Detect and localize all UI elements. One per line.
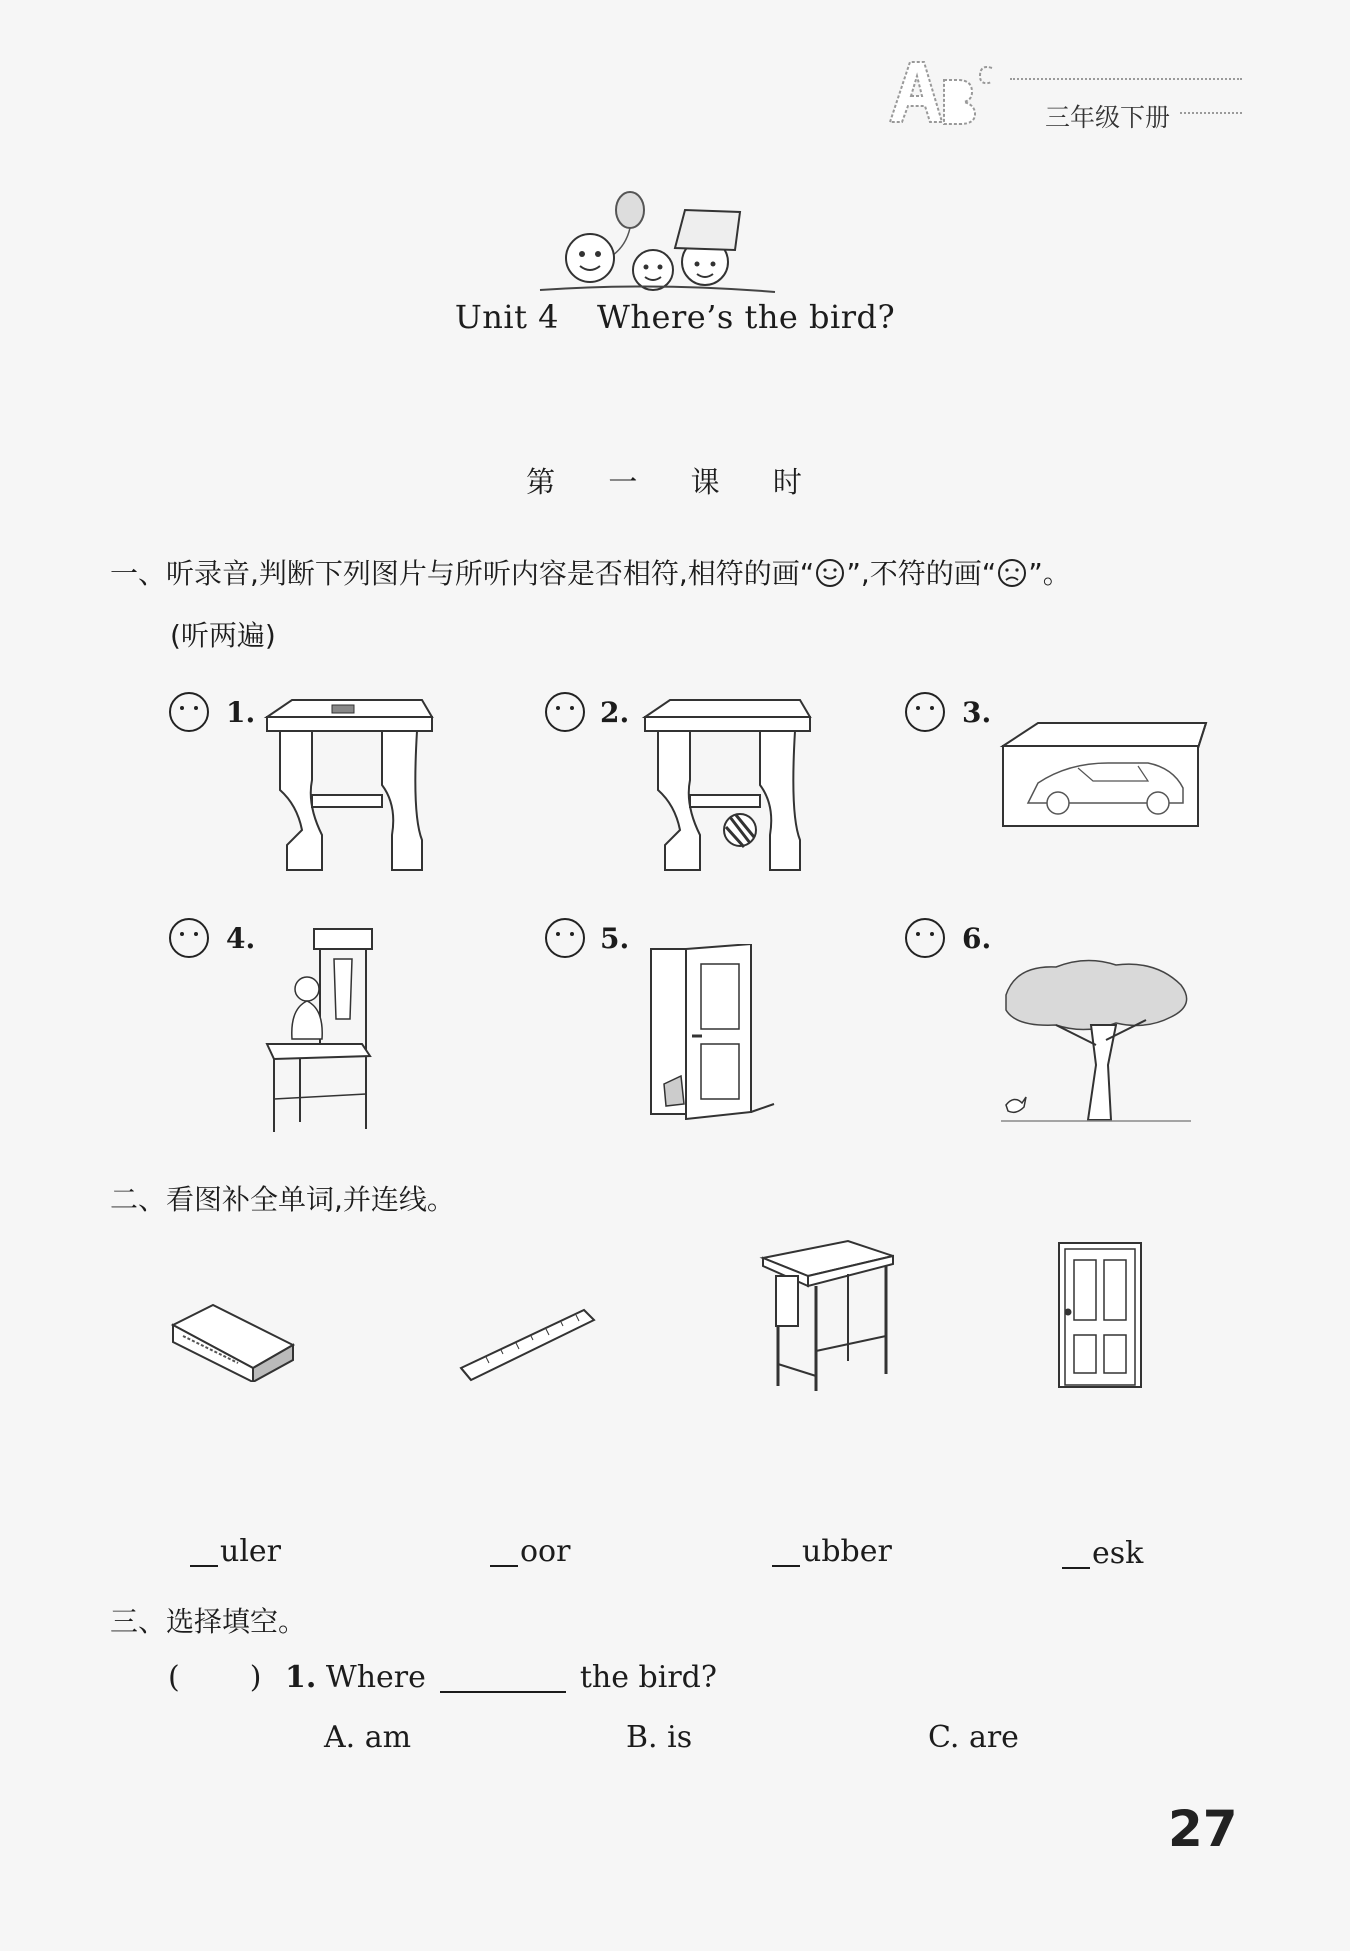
unit-name: Where’s the bird? [597,298,896,336]
option-b[interactable]: B. is [626,1720,693,1755]
desk-picture [758,1236,894,1394]
unit-number: Unit 4 [454,298,560,336]
question-text-after: the bird? [579,1660,717,1695]
eraser-picture [168,1300,298,1382]
unit-title [0,298,1350,336]
instruction-text: ”。 [1028,557,1071,590]
instruction-text: 一、听录音,判断下列图片与所听内容是否相符,相符的画“ [110,557,815,590]
bird-under-tree-picture [996,955,1196,1127]
car-in-box-picture [998,718,1208,838]
answer-face-icon[interactable] [903,690,947,734]
ruler-picture [456,1308,596,1388]
page-number: 27 [1168,1800,1238,1858]
answer-blank[interactable] [440,1689,566,1693]
abc-logo-icon [880,50,1010,130]
section-1-instruction [110,552,1071,592]
item-number: 2. [600,696,630,729]
answer-face-icon[interactable] [903,916,947,960]
word-blank-uler[interactable]: uler [190,1534,281,1569]
sad-face-icon [996,557,1028,589]
item-number: 1. [226,696,256,729]
item-number: 3. [962,696,992,729]
door-picture [646,944,776,1120]
door-picture [1056,1240,1144,1390]
smiley-face-icon [814,557,846,589]
answer-paren-close[interactable]: ) [249,1660,262,1695]
option-c[interactable]: C. are [928,1720,1019,1755]
word-blank-esk[interactable]: esk [1062,1536,1143,1571]
instruction-text: ”,不符的画“ [846,557,997,590]
desk-pencil-case-picture [262,695,434,875]
item-number: 4. [226,922,256,955]
word-blank-ubber[interactable]: ubber [772,1534,892,1569]
lesson-heading: 第 一 课 时 [526,465,824,499]
answer-face-icon[interactable] [543,690,587,734]
answer-paren-open[interactable]: ( [168,1660,180,1695]
answer-face-icon[interactable] [543,916,587,960]
word-blank-oor[interactable]: oor [490,1534,570,1569]
item-number: 6. [962,922,992,955]
item-number: 5. [600,922,630,955]
desk-ball-picture [640,695,812,875]
kids-with-balloon-icon [535,190,780,300]
answer-face-icon[interactable] [167,690,211,734]
question-1 [168,1660,717,1695]
question-text-before: Where [325,1660,426,1695]
doll-on-chair-picture [262,924,380,1136]
grade-label: 三年级下册 [1045,103,1171,132]
answer-face-icon[interactable] [167,916,211,960]
section-2-instruction: 二、看图补全单词,并连线。 [110,1183,455,1216]
question-number: 1. [284,1660,317,1695]
option-a[interactable]: A. am [324,1720,412,1755]
listen-twice-note: (听两遍) [170,619,276,652]
section-3-instruction: 三、选择填空。 [110,1605,307,1638]
header-rule [1010,78,1242,80]
header-rule [1180,112,1242,114]
